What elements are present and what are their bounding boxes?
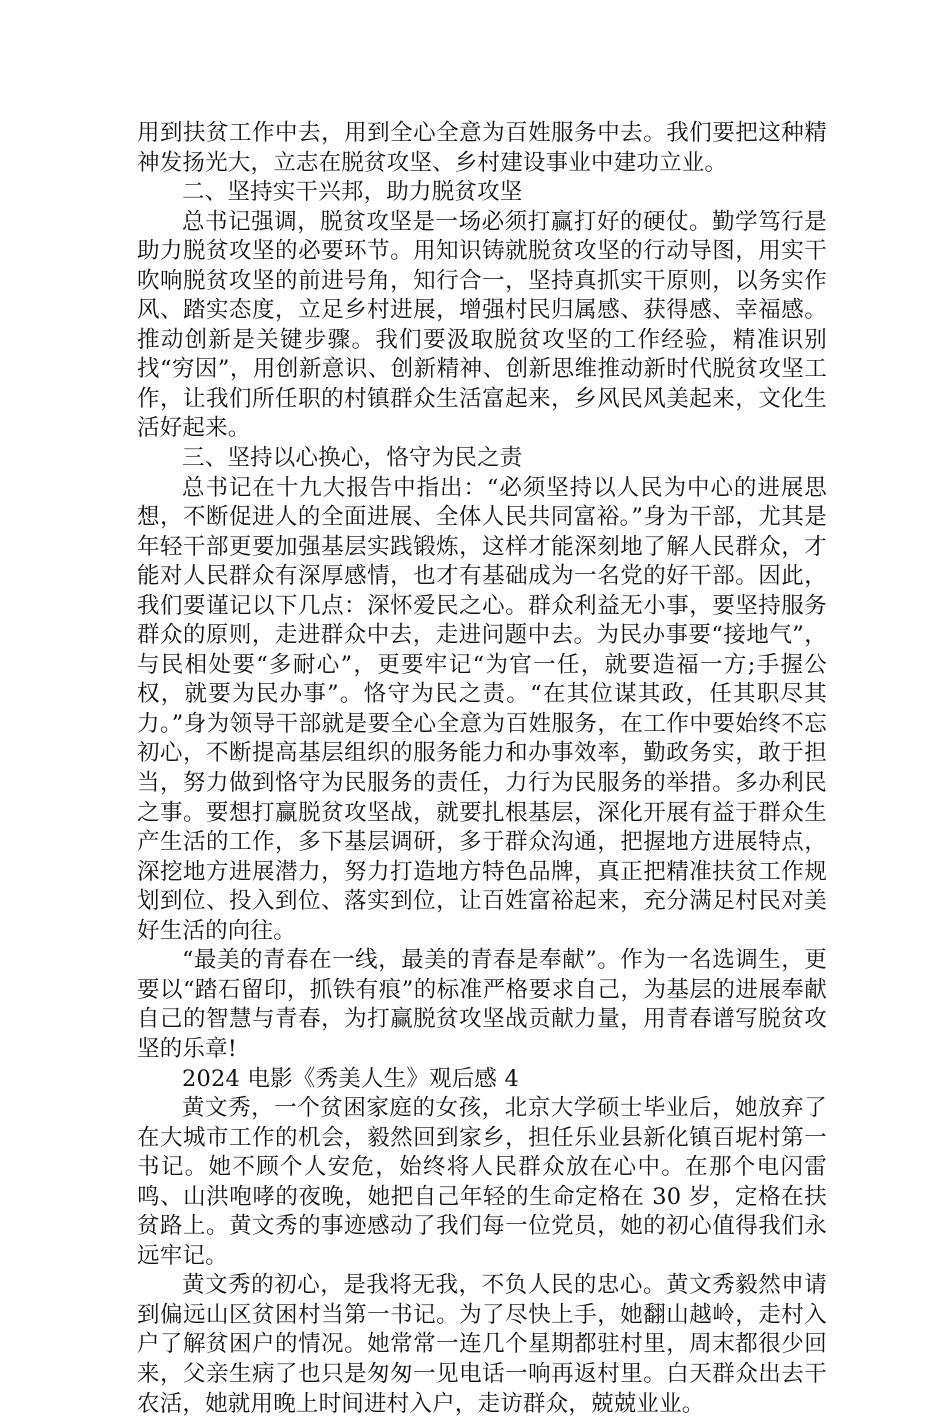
paragraph: 总书记在十九大报告中指出：“必须坚持以人民为中心的进展思想，不断促进人的全面进展、全体人民共同富裕。”身为干部，尤其是年轻干部更要加强基层实践锻炼，这样才能深刻地了解人民群众，才能对人民群众有深厚感情，也才有基础成为一名党的好干部。因此，我们要谨记以下几点：深怀爱民之心。群众利益无小事，要坚持服务群众的原则，走进群众中去，走进问题中去。为民办事要“接地气”，与民相处要“多耐心”，更要牢记“为官一任，就要造福一方;手握公权，就要为民办事”。恪守为民之责。“在其位谋其政，任其职尽其力。”身为领导干部就是要全心全意为百姓服务，在工作中要始终不忘初心，不断提高基层组织的服务能力和办事效率，勤政务实，敢于担当，努力做到恪守为民服务的责任，力行为民服务的举措。多办利民之事。要想打赢脱贫攻坚战，就要扎根基层，深化开展有益于群众生产生活的工作，多下基层调研，多于群众沟通，把握地方进展特点，深挖地方进展潜力，努力打造地方特色品牌，真正把精准扶贫工作规划到位、投入到位、落实到位，让百姓富裕起来，充分满足村民对美好生活的向往。 — [137, 474, 827, 944]
paragraph: 黄文秀的初心，是我将无我，不负人民的忠心。黄文秀毅然申请到偏远山区贫困村当第一书记。为了尽快上手，她翻山越岭，走村入户了解贫困户的情况。她常常一连几个星期都驻村里，周末都很少回来，父亲生病了也只是匆匆一见电话一响再返村里。白天群众出去干农活，她就用晚上时间进村入户，走访群众，兢兢业业。 — [137, 1272, 827, 1417]
section-heading: 二、坚持实干兴邦，助力脱贫攻坚 — [182, 179, 523, 206]
paragraph: 用到扶贫工作中去，用到全心全意为百姓服务中去。我们要把这种精神发扬光大，立志在脱贫攻坚、乡村建设事业中建功立业。 — [137, 120, 827, 176]
paragraph: 总书记强调，脱贫攻坚是一场必须打赢打好的硬仗。勤学笃行是助力脱贫攻坚的必要环节。用知识铸就脱贫攻坚的行动导图，用实干吹响脱贫攻坚的前进号角，知行合一，坚持真抓实干原则，以务实作风、踏实态度，立足乡村进展，增强村民归属感、获得感、幸福感。推动创新是关键步骤。我们要汲取脱贫攻坚的工作经验，精准识别找“穷因”，用创新意识、创新精神、创新思维推动新时代脱贫攻坚工作，让我们所任职的村镇群众生活富起来，乡风民风美起来，文化生活好起来。 — [137, 208, 827, 442]
article-title: 2024 电影《秀美人生》观后感 4 — [182, 1065, 519, 1092]
document-body — [137, 119, 827, 1419]
paragraph: “最美的青春在一线，最美的青春是奉献”。作为一名选调生，更要以“踏石留印，抓铁有痕”的标准严格要求自己，为基层的进展奉献自己的智慧与青春，为打赢脱贫攻坚战贡献力量，用青春谱写脱贫攻坚的乐章! — [137, 947, 827, 1062]
section-heading: 三、坚持以心换心，恪守为民之责 — [182, 445, 523, 472]
paragraph: 黄文秀，一个贫困家庭的女孩，北京大学硕士毕业后，她放弃了在大城市工作的机会，毅然回到家乡，担任乐业县新化镇百坭村第一书记。她不顾个人安危，始终将人民群众放在心中。在那个电闪雷鸣、山洪咆哮的夜晚，她把自己年轻的生命定格在 30 岁，定格在扶贫路上。黄文秀的事迹感动了我们每一位党员，她的初心值得我们永远牢记。 — [137, 1095, 827, 1269]
